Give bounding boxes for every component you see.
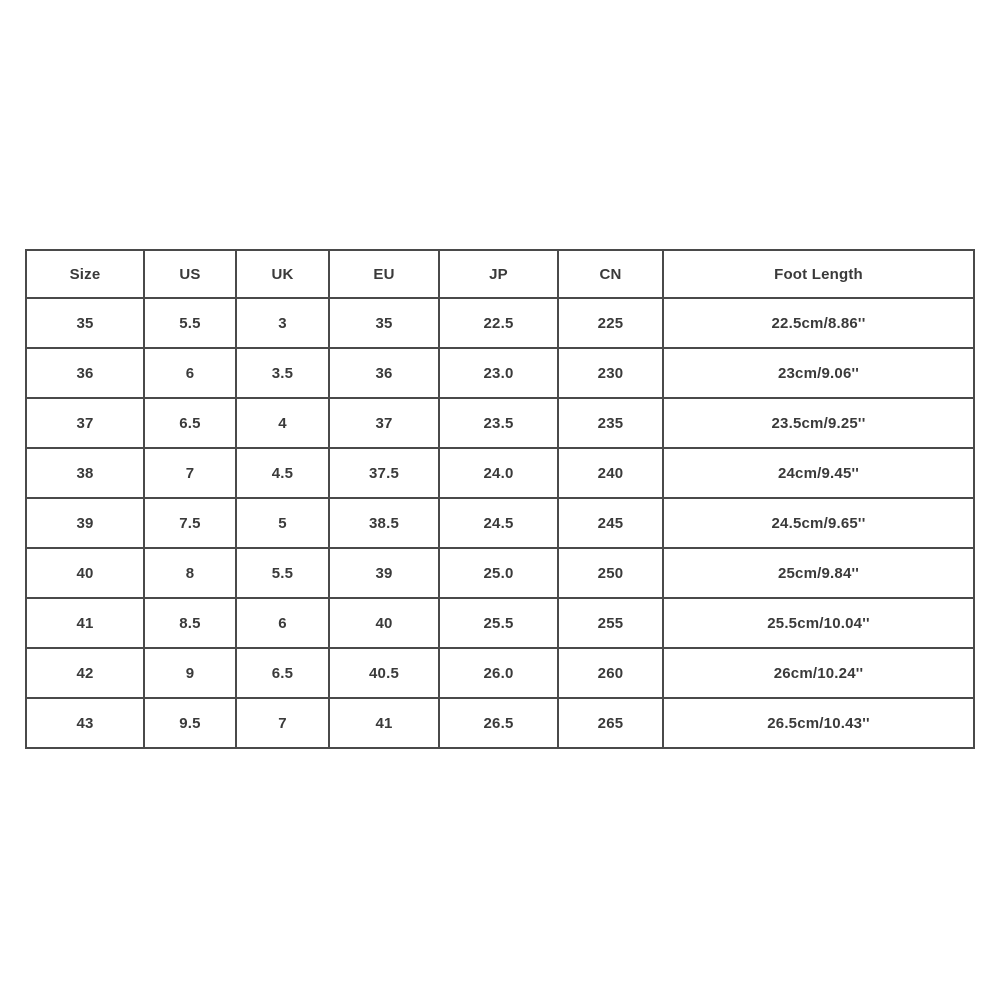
table-cell: 6.5 [144,398,236,448]
table-cell: 230 [558,348,663,398]
header-row [26,250,974,298]
shoe-size-conversion-table [25,249,975,749]
table-cell: 240 [558,448,663,498]
table-row-size-40 [26,548,974,598]
table-cell: 40 [26,548,144,598]
table-cell: 4.5 [236,448,329,498]
table-cell: 225 [558,298,663,348]
column-header-jp: JP [439,250,558,298]
column-header-us: US [144,250,236,298]
table-cell: 25.5cm/10.04'' [663,598,974,648]
table-cell: 23.5cm/9.25'' [663,398,974,448]
table-cell: 7.5 [144,498,236,548]
table-cell: 26.5 [439,698,558,748]
table-row-size-41 [26,598,974,648]
table-row-size-36 [26,348,974,398]
table-cell: 41 [329,698,439,748]
table-cell: 4 [236,398,329,448]
table-cell: 38.5 [329,498,439,548]
table-cell: 23.0 [439,348,558,398]
table-cell: 37 [329,398,439,448]
table-cell: 5 [236,498,329,548]
table-cell: 40 [329,598,439,648]
column-header-cn: CN [558,250,663,298]
table-cell: 5.5 [236,548,329,598]
table-cell: 39 [329,548,439,598]
table-cell: 24.5 [439,498,558,548]
table-cell: 3 [236,298,329,348]
table-cell: 40.5 [329,648,439,698]
table-cell: 37.5 [329,448,439,498]
table-cell: 35 [26,298,144,348]
table-row-size-38 [26,448,974,498]
column-header-eu: EU [329,250,439,298]
table-cell: 26.5cm/10.43'' [663,698,974,748]
table-row-size-39 [26,498,974,548]
table-cell: 23.5 [439,398,558,448]
table-cell: 3.5 [236,348,329,398]
table-cell: 5.5 [144,298,236,348]
table-cell: 6 [236,598,329,648]
table-cell: 26cm/10.24'' [663,648,974,698]
table-cell: 9.5 [144,698,236,748]
table-cell: 42 [26,648,144,698]
table-row-size-35 [26,298,974,348]
table-cell: 35 [329,298,439,348]
table-cell: 38 [26,448,144,498]
table-cell: 235 [558,398,663,448]
table-cell: 6.5 [236,648,329,698]
table-body [26,298,974,748]
table-cell: 8 [144,548,236,598]
table-cell: 7 [236,698,329,748]
table-cell: 36 [26,348,144,398]
column-header-size: Size [26,250,144,298]
table-cell: 25.5 [439,598,558,648]
table-cell: 25.0 [439,548,558,598]
table-row-size-37 [26,398,974,448]
table-cell: 9 [144,648,236,698]
table-cell: 41 [26,598,144,648]
table-cell: 250 [558,548,663,598]
table-cell: 7 [144,448,236,498]
table-cell: 39 [26,498,144,548]
column-header-foot-length: Foot Length [663,250,974,298]
column-header-uk: UK [236,250,329,298]
table-row-size-42 [26,648,974,698]
table-row-size-43 [26,698,974,748]
table-cell: 24.0 [439,448,558,498]
table-cell: 24.5cm/9.65'' [663,498,974,548]
table-cell: 260 [558,648,663,698]
table-cell: 255 [558,598,663,648]
table-cell: 25cm/9.84'' [663,548,974,598]
table-cell: 8.5 [144,598,236,648]
table-cell: 37 [26,398,144,448]
table-cell: 6 [144,348,236,398]
table-cell: 23cm/9.06'' [663,348,974,398]
table-cell: 265 [558,698,663,748]
table-cell: 36 [329,348,439,398]
table-cell: 22.5 [439,298,558,348]
table-cell: 245 [558,498,663,548]
table-cell: 43 [26,698,144,748]
table-cell: 24cm/9.45'' [663,448,974,498]
table-cell: 26.0 [439,648,558,698]
table-cell: 22.5cm/8.86'' [663,298,974,348]
